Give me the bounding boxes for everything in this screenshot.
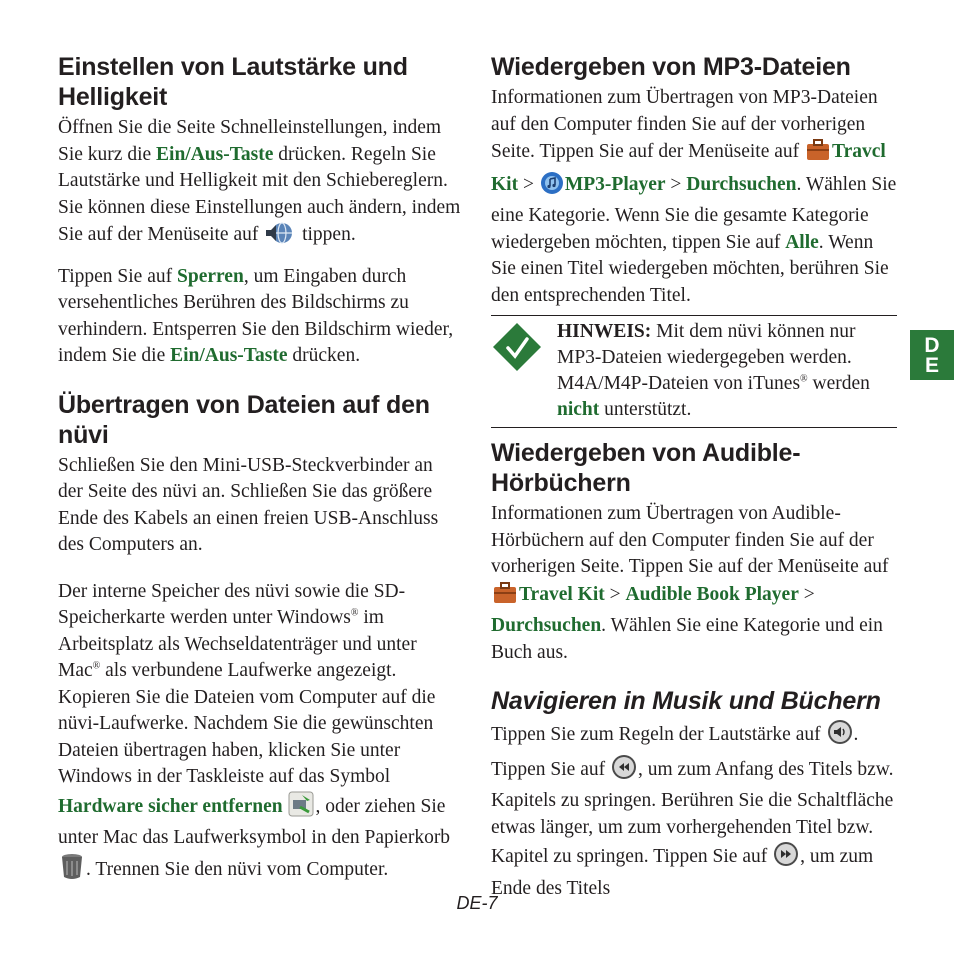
right-column [491, 52, 897, 902]
volume-icon[interactable] [827, 719, 853, 754]
paragraph-audible: Informationen zum Übertragen von Audible-Hörbüchern auf den Computer finden Sie auf der vorherigen Seite. Tippen Sie auf der Menüseite auf Travel Kit > Audible Book Player > Durchsuchen. Wählen Sie eine Kategorie und ein Buch aus. [491, 503, 889, 663]
trash-icon[interactable] [59, 852, 85, 889]
heading-transfer-files: Übertragen von Dateien auf den nüvi [58, 390, 430, 449]
heading-volume-brightness: Einstellen von Lautstärke und Helligkeit [58, 53, 408, 111]
paragraph-volume-2: Tippen Sie auf Sperren, um Eingaben durch versehentliches Berühren des Bildschirms zu verhindern. Entsperren Sie den Bildschirm wieder, indem Sie die Ein/Aus-Taste drücken. [58, 265, 454, 366]
link-lock[interactable]: Sperren [177, 265, 244, 287]
settings-globe-icon[interactable] [264, 221, 296, 254]
link-mp3-player[interactable]: MP3-Player [564, 173, 666, 195]
fast-forward-icon[interactable] [773, 841, 799, 876]
link-browse[interactable]: Durchsuchen [686, 173, 797, 195]
note-label: HINWEIS: [557, 321, 652, 342]
checkmark-diamond-icon [492, 322, 542, 380]
page-number: DE-7 [456, 893, 498, 913]
language-tab: D E [910, 330, 954, 380]
safely-remove-hardware-icon[interactable] [288, 791, 314, 826]
link-browse-2[interactable]: Durchsuchen [491, 615, 602, 636]
left-column [58, 52, 462, 888]
paragraph-mp3: Informationen zum Übertragen von MP3-Dateien auf den Computer finden Sie auf der vorherigen Seite. Tippen Sie auf der Menüseite auf Travcl Kit > MP3-Player > Durchsuchen. Wählen Sie eine Kategorie. Wenn Sie die gesamte Kategorie wiedergeben möchten, tippen Sie auf Alle. Wenn Sie einen Titel wiedergeben möchten, berühren Sie den entsprechenden Titel. [491, 87, 897, 306]
heading-mp3: Wiedergeben von MP3-Dateien [491, 53, 851, 81]
rewind-icon[interactable] [611, 754, 637, 789]
paragraph-navigate: Tippen Sie zum Regeln der Lautstärke auf . Tippen Sie auf , um zum Anfang des Titels bzw. Kapitels zu springen. Berühren Sie die Schaltfläche etwas länger, um zum vorhergehenden Titel bzw. Kapitel zu springen. Tippen Sie auf , um zum Ende des Titels [491, 719, 897, 902]
link-audible-book-player[interactable]: Audible Book Player [625, 583, 799, 605]
note-box: HINWEIS: Mit dem nüvi können nur MP3-Dateien wiedergegeben werden. M4A/M4P-Dateien von iTunes® werden nicht unterstützt. [491, 315, 897, 428]
travel-kit-icon-2[interactable] [492, 581, 518, 614]
link-safely-remove-hardware[interactable]: Hardware sicher entfernen [58, 795, 283, 817]
heading-navigate: Navigieren in Musik und Büchern [491, 687, 881, 715]
link-travel-kit[interactable]: Travcl Kit [491, 141, 886, 195]
mp3-player-icon[interactable] [540, 171, 564, 204]
paragraph-transfer-2: Der interne Speicher des nüvi sowie die SD-Speicherkarte werden unter Windows® im Arbeitsplatz als Wechseldatenträger und unter Mac® als verbundene Laufwerke angezeigt. Kopieren Sie die Dateien vom Computer auf die nüvi-Laufwerke. Nachdem Sie die gewünschten Dateien übertragen haben, klicken Sie unter Windows in der Taskleiste auf das Symbol Hardware sicher entfernen , oder ziehen Sie unter Mac das Laufwerksymbol in den Papierkorb . Trennen Sie den nüvi vom Computer. [58, 579, 462, 889]
travel-kit-icon[interactable] [805, 138, 831, 171]
link-power-key[interactable]: Ein/Aus-Taste [156, 143, 274, 165]
heading-audible: Wiedergeben von Audible-Hörbüchern [491, 439, 801, 497]
link-travel-kit-2[interactable]: Travel Kit [519, 583, 605, 605]
note-not: nicht [557, 399, 600, 420]
link-power-key-2[interactable]: Ein/Aus-Taste [170, 345, 288, 366]
paragraph-transfer-1: Schließen Sie den Mini-USB-Steckverbinder an der Seite des nüvi an. Schließen Sie das größere Ende des Kabels an einen freien USB-Anschluss des Computers an. [58, 454, 439, 555]
link-all[interactable]: Alle [785, 231, 819, 253]
paragraph-volume-1: Öffnen Sie die Seite Schnelleinstellungen, indem Sie kurz die Ein/Aus-Taste drücken. Regeln Sie Lautstärke und Helligkeit mit den Schiebereglern. Sie können diese Einstellungen auch ändern, indem Sie auf der Menüseite auf tippen. [58, 115, 462, 254]
